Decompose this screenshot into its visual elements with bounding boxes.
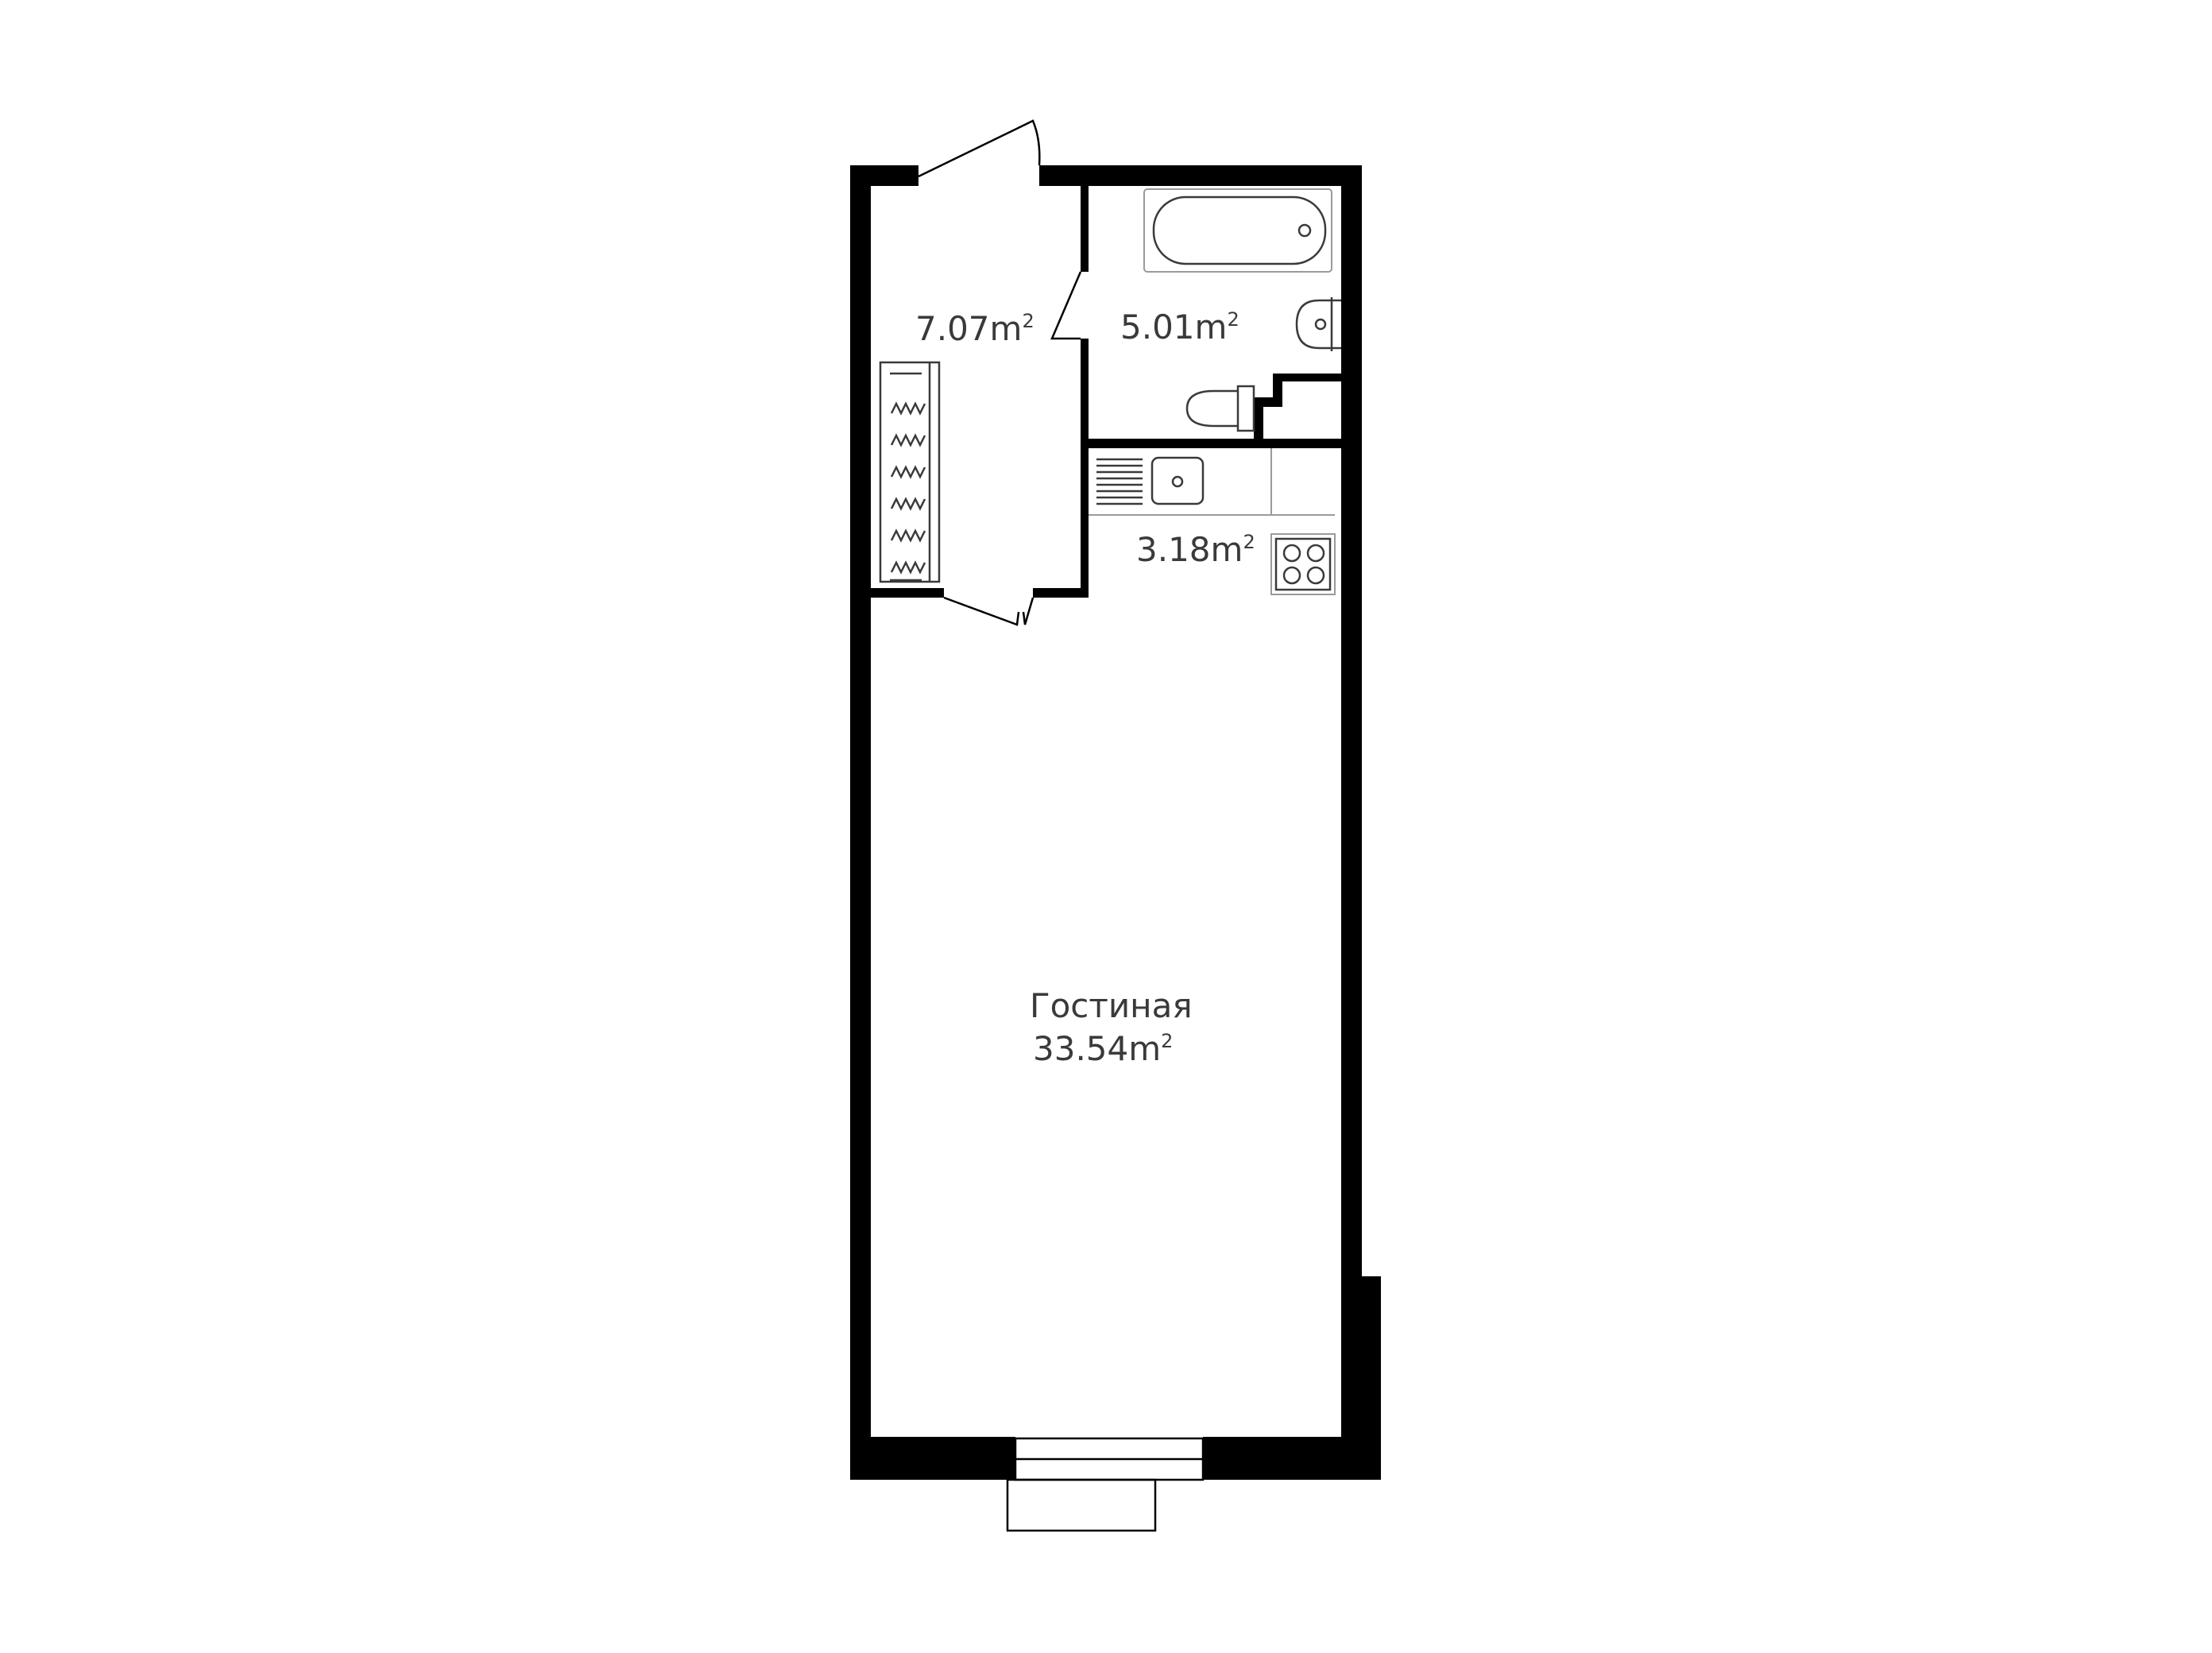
bathroom-sink [1297, 300, 1341, 348]
hallway-area-label: $7.07m^2$ [915, 309, 1034, 348]
wall-left [850, 165, 871, 1480]
stove [1271, 534, 1335, 594]
drainboard [1096, 459, 1143, 504]
entry-door[interactable] [918, 121, 1039, 176]
wall-right [1341, 165, 1362, 1442]
wall-bath-kitchen [1081, 439, 1343, 448]
balcony [1007, 1480, 1155, 1531]
wall-top-left [850, 165, 918, 186]
living-room-door[interactable] [944, 598, 1033, 625]
kitchen-fixtures [1089, 448, 1335, 594]
doors [918, 121, 1081, 625]
bathtub [1144, 189, 1332, 272]
wall-partition-upper [1081, 186, 1089, 272]
bathroom-door[interactable] [1052, 272, 1081, 339]
kitchen-sink [1152, 458, 1203, 504]
bathtub-drain [1299, 225, 1310, 236]
bathroom-area-label: $5.01m^2$ [1120, 308, 1239, 346]
living-room-area-label: $33.54m^2$ [1033, 1029, 1174, 1068]
wall-bottom-left [850, 1437, 1015, 1480]
kitchen-area-label: $3.18m^2$ [1136, 530, 1255, 569]
wall-hall-bottom [871, 588, 944, 598]
wall-bottom-right [1203, 1437, 1381, 1480]
wardrobe [880, 362, 939, 582]
living-room-name-label: Гостиная [1030, 986, 1193, 1025]
toilet [1187, 386, 1254, 431]
wall-partition-lower [1081, 339, 1089, 598]
window [1007, 1438, 1203, 1531]
wall-top-right [1039, 165, 1362, 186]
wall-hall-bottom-right [1033, 588, 1089, 598]
wall-duct [1254, 374, 1341, 439]
wardrobe-hangers [890, 374, 925, 580]
